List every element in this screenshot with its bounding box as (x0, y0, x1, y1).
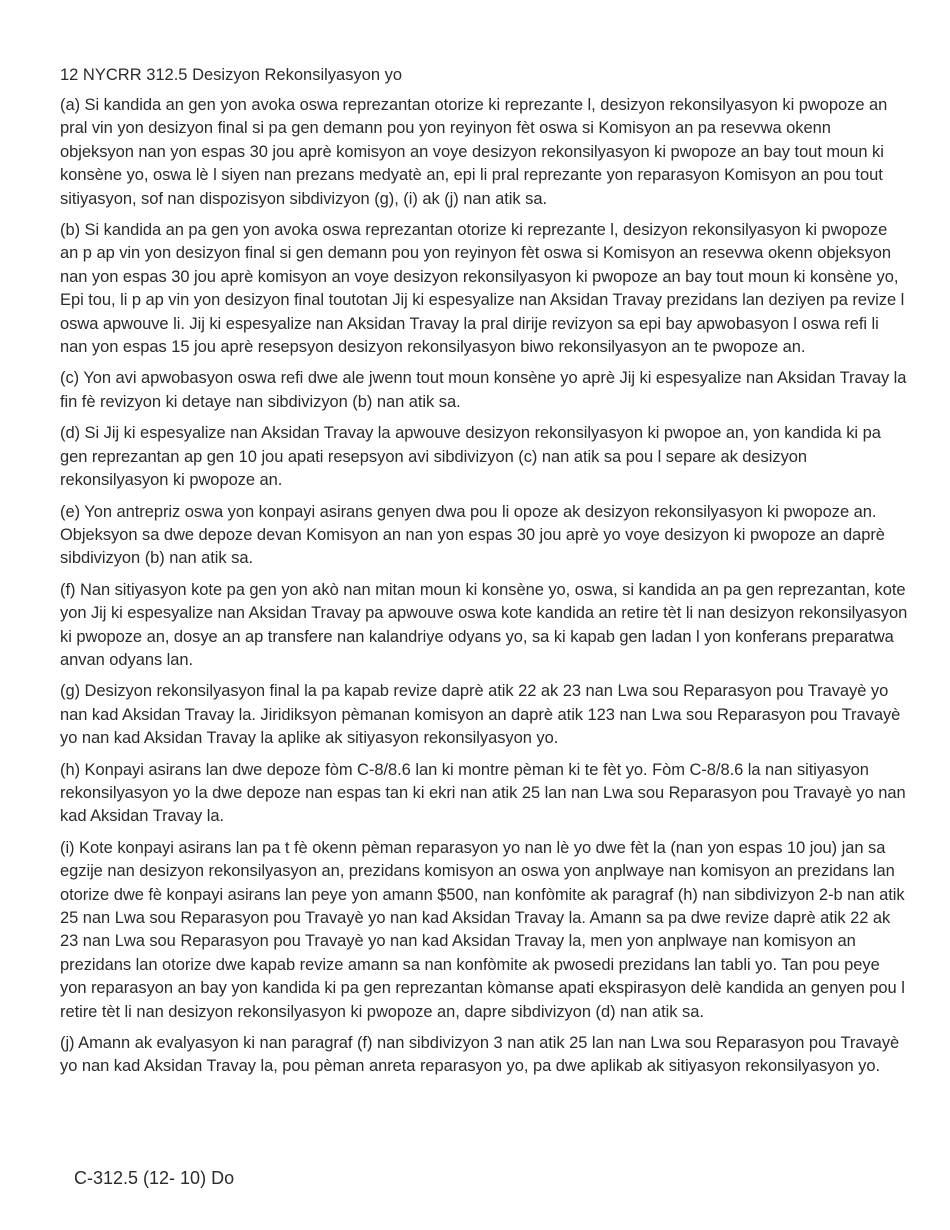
document-page (60, 64, 908, 1087)
paragraph-g: (g) Desizyon rekonsilyasyon final la pa kapab revize daprè atik 22 ak 23 nan Lwa sou Reparasyon pou Travayè yo nan kad Aksidan Travay la. Jiridiksyon pèmanan komisyon an daprè atik 123 nan Lwa sou Reparasyon pou Travayè yo nan kad Aksidan Travay la aplike ak sitiyasyon rekonsilyasyon yo. (60, 682, 901, 748)
paragraph-b: (b) Si kandida an pa gen yon avoka oswa reprezantan otorize ki reprezante l, desizyon rekonsilyasyon ki pwopoze an p ap vin yon desizyon final si gen demann pou yon reyinyon fèt oswa si Komisyon an resevwa okenn objeksyon nan yon espas 30 jou aprè komisyon an voye desizyon rekonsilyasyon ki pwopoze an bay tout moun ki konsène yo, Epi tou, li p ap vin yon desizyon final toutotan Jij ki espesyalize nan Aksidan Travay prezidans lan deziyen pa revize l oswa apwouve li. Jij ki espesyalize nan Aksidan Travay la pral dirije revizyon sa epi bay apwobasyon l oswa refi li nan yon espas 15 jou aprè resepsyon desizyon rekonsilyasyon biwo rekonsilyasyon an te pwopoze an. (60, 221, 905, 357)
paragraph-d: (d) Si Jij ki espesyalize nan Aksidan Travay la apwouve desizyon rekonsilyasyon ki pwopoe an, yon kandida ki pa gen reprezantan ap gen 10 jou apati resepsyon avi sibdivizyon (c) nan atik sa pou l separe ak desizyon rekonsilyasyon ki pwopoze an. (60, 424, 881, 490)
paragraph-a: (a) Si kandida an gen yon avoka oswa reprezantan otorize ki reprezante l, desizyon rekonsilyasyon ki pwopoze an pral vin yon desizyon final si pa gen demann pou yon reyinyon fèt oswa si Komisyon an pa resevwa okenn objeksyon nan yon espas 30 jou aprè komisyon an voye desizyon rekonsilyasyon ki pwopoze an bay tout moun ki konsène yo, oswa lè l siyen nan prezans medyatè an, epi li pral reprezante yon reparasyon Komisyon an pou tout sitiyasyon, sof nan dispozisyon sibdivizyon (g), (i) ak (j) nan atik sa. (60, 96, 888, 208)
document-title: 12 NYCRR 312.5 Desizyon Rekonsilyasyon yo (60, 66, 403, 84)
form-number-footer: C-312.5 (12- 10) Do (74, 1168, 235, 1188)
paragraph-h: (h) Konpayi asirans lan dwe depoze fòm C-8/8.6 lan ki montre pèman ki te fèt yo. Fòm C-8/8.6 la nan sitiyasyon rekonsilyasyon yo la dwe depoze nan espas tan ki ekri nan atik 25 lan nan Lwa sou Reparasyon pou Travayè yo nan kad Aksidan Travay la. (60, 760, 906, 826)
paragraph-j: (j) Amann ak evalyasyon ki nan paragraf (f) nan sibdivizyon 3 nan atik 25 lan nan Lwa sou Reparasyon pou Travayè yo nan kad Aksidan Travay la, pou pèman anreta reparasyon yo, pa dwe aplikab ak sitiyasyon rekonsilyasyon yo. (60, 1034, 900, 1076)
paragraph-c: (c) Yon avi apwobasyon oswa refi dwe ale jwenn tout moun konsène yo aprè Jij ki espesyalize nan Aksidan Travay la fin fè revizyon ki detaye nan sibdivizyon (b) nan atik sa. (60, 369, 907, 411)
paragraph-f: (f) Nan sitiyasyon kote pa gen yon akò nan mitan moun ki konsène yo, oswa, si kandida an pa gen reprezantan, kote yon Jij ki espesyalize nan Aksidan Travay pa apwouve oswa kote kandida an retire tèt li nan desizyon rekonsilyasyon ki pwopoze an, dosye an ap transfere nan kalandriye odyans yo, sa ki kapab gen ladan l yon konferans preparatwa anvan odyans lan. (60, 580, 908, 669)
paragraph-i: (i) Kote konpayi asirans lan pa t fè okenn pèman reparasyon yo nan lè yo dwe fèt la (nan yon espas 10 jou) jan sa egzije nan desizyon rekonsilyasyon an, prezidans komisyon an oswa yon anplwaye nan komisyon an prezidans lan otorize dwe fè konpayi asirans lan peye yon amann $500, nan konfòmite ak paragraf (h) nan sibdivizyon 2-b nan atik 25 nan Lwa sou Reparasyon pou Travayè yo nan kad Aksidan Travay la. Amann sa pa dwe revize daprè atik 22 ak 23 nan Lwa sou Reparasyon pou Travayè yo nan kad Aksidan Travay la, men yon anplwaye nan komisyon an prezidans lan otorize dwe kapab revize amann sa nan konfòmite ak pwosedi prezidans lan tabli yo. Tan pou peye yon reparasyon an bay yon kandida ki pa gen reprezantan kòmanse apati ekspirasyon delè kandida an genyen pou l retire tèt li nan desizyon rekonsilyasyon ki pwopoze an, dapre sibdivizyon (d) nan atik sa. (60, 838, 905, 1021)
paragraph-e: (e) Yon antrepriz oswa yon konpayi asirans genyen dwa pou li opoze ak desizyon rekonsilyasyon ki pwopoze an. Objeksyon sa dwe depoze devan Komisyon an nan yon espas 30 jou aprè yo voye desizyon ki pwopoze an daprè sibdivizyon (b) nan atik sa. (60, 502, 885, 568)
